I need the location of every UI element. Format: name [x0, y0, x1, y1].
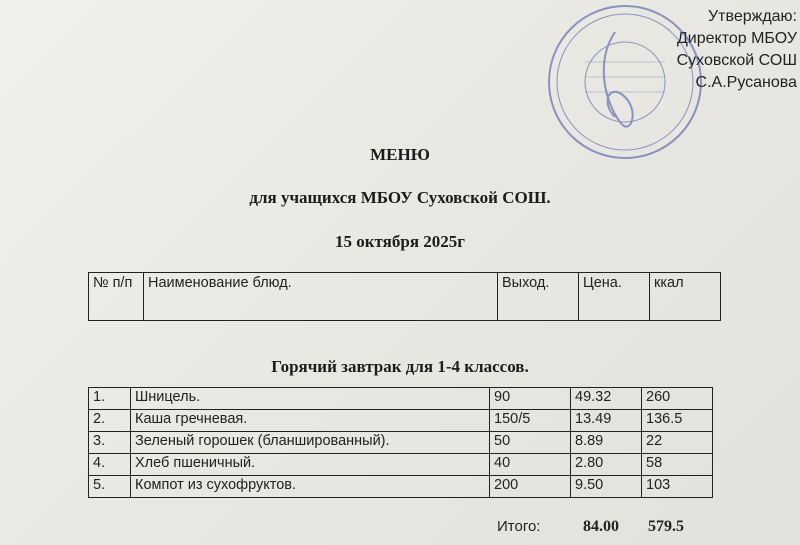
row-kcal: 103: [642, 476, 713, 498]
total-kcal-value: 579.5: [648, 518, 684, 535]
row-kcal: 136.5: [642, 410, 713, 432]
header-yield: Выход.: [498, 273, 579, 321]
header-name: Наименование блюд.: [144, 273, 498, 321]
table-row: [89, 476, 713, 498]
row-num: 5.: [89, 476, 131, 498]
page-subtitle: для учащихся МБОУ Суховской СОШ.: [249, 188, 551, 207]
row-name: Каша гречневая.: [131, 410, 490, 432]
approval-line-1: Утверждаю:: [708, 8, 797, 25]
signature-mark: [604, 32, 633, 127]
header-price: Цена.: [579, 273, 650, 321]
header-row: [89, 273, 721, 321]
row-name: Шницель.: [131, 388, 490, 410]
table-row: [89, 454, 713, 476]
header-table: [88, 272, 721, 321]
row-price: 8.89: [571, 432, 642, 454]
total-kcal: [648, 518, 684, 536]
row-yield: 200: [490, 476, 571, 498]
row-price: 9.50: [571, 476, 642, 498]
total-label: Итого:: [497, 518, 541, 535]
row-kcal: 260: [642, 388, 713, 410]
row-yield: 50: [490, 432, 571, 454]
row-num: 1.: [89, 388, 131, 410]
row-price: 49.32: [571, 388, 642, 410]
page-title: МЕНЮ: [370, 145, 430, 164]
header-kcal: ккал: [650, 273, 721, 321]
row-kcal: 58: [642, 454, 713, 476]
total-price-value: 84.00: [583, 518, 619, 535]
row-num: 2.: [89, 410, 131, 432]
row-num: 4.: [89, 454, 131, 476]
menu-date: 15 октября 2025г: [335, 232, 465, 251]
row-price: 2.80: [571, 454, 642, 476]
header-num: № п/п: [89, 273, 144, 321]
row-yield: 40: [490, 454, 571, 476]
section-title: Горячий завтрак для 1-4 классов.: [271, 357, 529, 376]
table-row: [89, 432, 713, 454]
table-row: [89, 388, 713, 410]
row-num: 3.: [89, 432, 131, 454]
row-yield: 150/5: [490, 410, 571, 432]
row-name: Хлеб пшеничный.: [131, 454, 490, 476]
table-row: [89, 410, 713, 432]
approval-line-2: Директор МБОУ: [676, 30, 797, 47]
approval-line-3: Суховской СОШ: [676, 52, 797, 69]
row-kcal: 22: [642, 432, 713, 454]
approval-line-4: С.А.Русанова: [695, 74, 797, 91]
row-price: 13.49: [571, 410, 642, 432]
menu-table: [88, 387, 713, 498]
official-stamp: [545, 2, 705, 162]
row-name: Компот из сухофруктов.: [131, 476, 490, 498]
row-yield: 90: [490, 388, 571, 410]
total-price: [583, 518, 619, 536]
row-name: Зеленый горошек (бланшированный).: [131, 432, 490, 454]
